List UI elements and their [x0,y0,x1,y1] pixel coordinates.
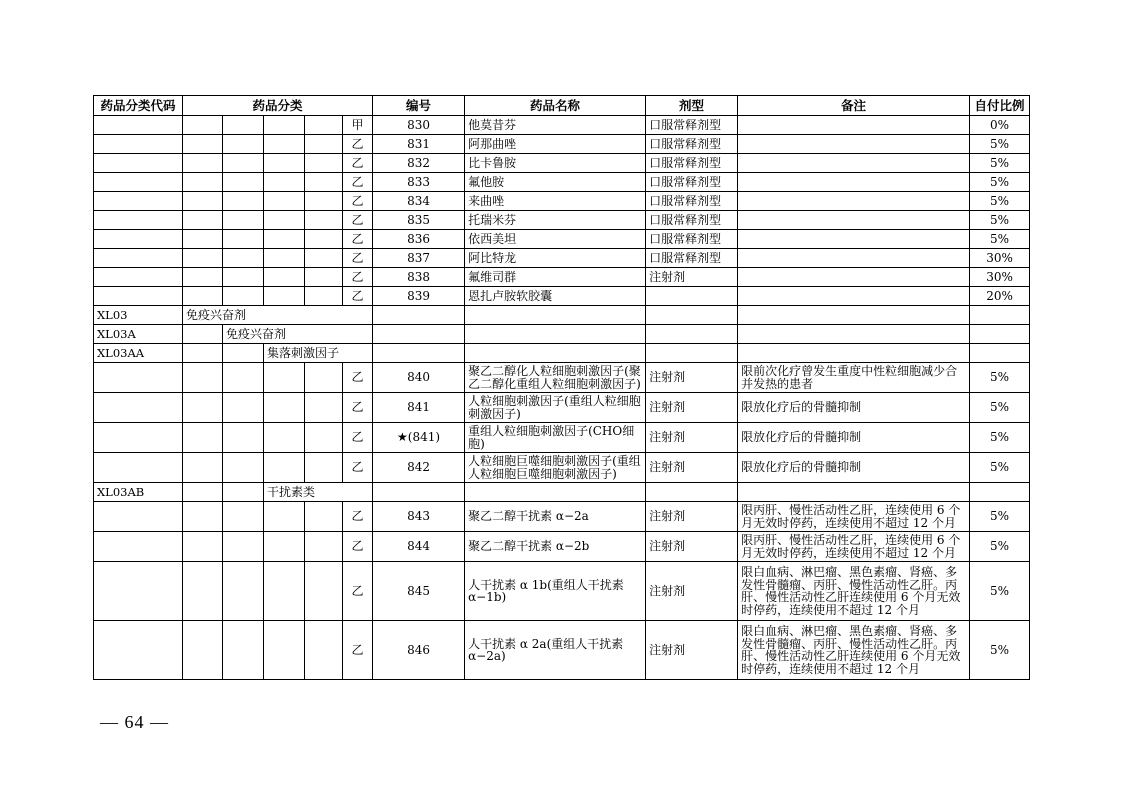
remark-cell: 限丙肝、慢性活动性乙肝，连续使用 6 个月无效时停药，连续使用不超过 12 个月 [738,532,970,562]
category-cell [264,287,305,306]
remark-cell: 限白血病、淋巴瘤、黑色素瘤、肾癌、多发性骨髓瘤、丙肝、慢性活动性乙肝。丙肝、慢性活动性乙肝连续使用 6 个月无效时停药，连续使用不超过 12 个月 [738,562,970,621]
number-cell: 843 [373,502,465,532]
category-cell [183,483,223,502]
ratio-cell: 5% [970,173,1030,192]
grade-cell: 乙 [343,621,373,680]
form-cell: 注射剂 [646,562,738,621]
number-cell: 830 [373,116,465,135]
category-cell [305,363,343,393]
category-cell [183,268,223,287]
drug-row [94,562,1030,621]
form-cell [646,344,738,363]
category-cell [223,211,264,230]
drug-name-cell [465,306,646,325]
number-cell [373,306,465,325]
drug-name-cell: 人干扰素 α 1b(重组人干扰素 α−1b) [465,562,646,621]
ratio-cell: 5% [970,211,1030,230]
grade-cell: 乙 [343,154,373,173]
ratio-cell: 5% [970,502,1030,532]
code-cell [94,173,183,192]
category-label-cell: 集落刺激因子 [264,344,373,363]
form-cell: 口服常释剂型 [646,230,738,249]
form-cell: 注射剂 [646,453,738,483]
category-code-cell: XL03AA [94,344,183,363]
category-cell [223,287,264,306]
category-cell [223,562,264,621]
drug-name-cell [465,325,646,344]
drug-row [94,423,1030,453]
remark-cell [738,268,970,287]
number-cell: 831 [373,135,465,154]
drug-row [94,621,1030,680]
category-cell [223,532,264,562]
remark-cell [738,306,970,325]
category-cell [264,116,305,135]
form-cell: 注射剂 [646,621,738,680]
form-cell: 注射剂 [646,532,738,562]
drug-name-cell: 重组人粒细胞刺激因子(CHO细胞) [465,423,646,453]
category-cell [223,502,264,532]
category-cell [183,363,223,393]
ratio-cell: 5% [970,192,1030,211]
number-cell: 840 [373,363,465,393]
remark-cell [738,483,970,502]
grade-cell: 乙 [343,393,373,423]
category-row [94,325,1030,344]
number-cell: 837 [373,249,465,268]
code-cell [94,532,183,562]
grade-cell: 乙 [343,562,373,621]
category-cell [264,135,305,154]
category-cell [305,116,343,135]
category-label-cell: 干扰素类 [264,483,373,502]
code-cell [94,192,183,211]
category-cell [305,230,343,249]
category-cell [183,287,223,306]
drug-row [94,135,1030,154]
number-cell: 842 [373,453,465,483]
form-cell: 注射剂 [646,502,738,532]
category-cell [183,393,223,423]
form-cell: 注射剂 [646,393,738,423]
table-header-row [94,96,1030,116]
grade-cell: 乙 [343,135,373,154]
category-cell [264,230,305,249]
number-cell: 844 [373,532,465,562]
number-cell [373,483,465,502]
header-code: 药品分类代码 [94,96,183,116]
ratio-cell [970,306,1030,325]
category-cell [223,621,264,680]
category-cell [305,192,343,211]
category-cell [305,393,343,423]
category-cell [183,116,223,135]
category-label-cell: 免疫兴奋剂 [183,306,373,325]
remark-cell: 限丙肝、慢性活动性乙肝，连续使用 6 个月无效时停药，连续使用不超过 12 个月 [738,502,970,532]
category-row [94,306,1030,325]
category-cell [264,363,305,393]
number-cell: 839 [373,287,465,306]
remark-cell [738,135,970,154]
category-cell [305,249,343,268]
drug-name-cell: 依西美坦 [465,230,646,249]
category-cell [264,211,305,230]
ratio-cell [970,483,1030,502]
remark-cell: 限前次化疗曾发生重度中性粒细胞减少合并发热的患者 [738,363,970,393]
ratio-cell: 5% [970,230,1030,249]
category-cell [183,135,223,154]
drug-row [94,230,1030,249]
drug-row [94,249,1030,268]
category-cell [305,621,343,680]
number-cell: 832 [373,154,465,173]
category-cell [305,562,343,621]
drug-name-cell: 聚乙二醇干扰素 α−2b [465,532,646,562]
category-cell [264,173,305,192]
form-cell [646,306,738,325]
category-cell [223,192,264,211]
remark-cell [738,287,970,306]
grade-cell: 乙 [343,423,373,453]
code-cell [94,453,183,483]
form-cell [646,325,738,344]
category-code-cell: XL03AB [94,483,183,502]
ratio-cell: 0% [970,116,1030,135]
category-cell [264,393,305,423]
category-cell [183,211,223,230]
header-ratio: 自付比例 [970,96,1030,116]
form-cell: 口服常释剂型 [646,173,738,192]
drug-name-cell: 来曲唑 [465,192,646,211]
number-cell: 845 [373,562,465,621]
category-cell [183,344,223,363]
category-code-cell: XL03A [94,325,183,344]
remark-cell: 限放化疗后的骨髓抑制 [738,393,970,423]
code-cell [94,621,183,680]
page-number: — 64 — [100,712,169,732]
drug-row [94,116,1030,135]
number-cell: 835 [373,211,465,230]
category-row [94,344,1030,363]
code-cell [94,287,183,306]
grade-cell: 乙 [343,249,373,268]
category-cell [223,268,264,287]
remark-cell: 限放化疗后的骨髓抑制 [738,423,970,453]
category-cell [264,268,305,287]
drug-name-cell: 人干扰素 α 2a(重组人干扰素 α−2a) [465,621,646,680]
form-cell: 口服常释剂型 [646,135,738,154]
grade-cell: 乙 [343,230,373,249]
ratio-cell: 5% [970,423,1030,453]
category-cell [183,562,223,621]
remark-cell [738,211,970,230]
ratio-cell: 30% [970,268,1030,287]
category-cell [264,532,305,562]
ratio-cell: 5% [970,532,1030,562]
form-cell [646,483,738,502]
number-cell [373,344,465,363]
category-cell [264,423,305,453]
remark-cell [738,344,970,363]
number-cell: ★(841) [373,423,465,453]
number-cell: 846 [373,621,465,680]
category-cell [223,154,264,173]
ratio-cell: 5% [970,453,1030,483]
category-cell [183,249,223,268]
code-cell [94,562,183,621]
drug-name-cell: 比卡鲁胺 [465,154,646,173]
category-row [94,483,1030,502]
code-cell [94,135,183,154]
number-cell: 833 [373,173,465,192]
ratio-cell: 20% [970,287,1030,306]
category-cell [183,532,223,562]
remark-cell [738,249,970,268]
category-cell [223,483,264,502]
code-cell [94,423,183,453]
category-cell [183,423,223,453]
drug-name-cell: 人粒细胞巨噬细胞刺激因子(重组人粒细胞巨噬细胞刺激因子) [465,453,646,483]
drug-name-cell: 氟维司群 [465,268,646,287]
number-cell [373,325,465,344]
form-cell: 口服常释剂型 [646,249,738,268]
category-code-cell: XL03 [94,306,183,325]
header-number: 编号 [373,96,465,116]
ratio-cell: 5% [970,562,1030,621]
number-cell: 838 [373,268,465,287]
form-cell: 口服常释剂型 [646,154,738,173]
header-remark: 备注 [738,96,970,116]
category-cell [305,502,343,532]
form-cell [646,287,738,306]
remark-cell [738,192,970,211]
grade-cell: 乙 [343,192,373,211]
category-cell [305,135,343,154]
form-cell: 口服常释剂型 [646,192,738,211]
category-cell [264,621,305,680]
category-label-cell: 免疫兴奋剂 [223,325,373,344]
grade-cell: 乙 [343,363,373,393]
ratio-cell [970,325,1030,344]
drug-row [94,532,1030,562]
drug-row [94,173,1030,192]
drug-name-cell: 聚乙二醇干扰素 α−2a [465,502,646,532]
drug-name-cell: 聚乙二醇化人粒细胞刺激因子(聚乙二醇化重组人粒细胞刺激因子) [465,363,646,393]
category-cell [264,502,305,532]
drug-name-cell [465,483,646,502]
ratio-cell: 5% [970,393,1030,423]
number-cell: 834 [373,192,465,211]
drug-catalog-table [93,95,1030,680]
drug-name-cell [465,344,646,363]
category-cell [305,453,343,483]
category-cell [305,211,343,230]
header-name: 药品名称 [465,96,646,116]
ratio-cell: 5% [970,621,1030,680]
drug-name-cell: 阿那曲唑 [465,135,646,154]
category-cell [223,135,264,154]
category-cell [183,621,223,680]
code-cell [94,211,183,230]
drug-name-cell: 托瑞米芬 [465,211,646,230]
remark-cell [738,230,970,249]
grade-cell: 乙 [343,532,373,562]
category-cell [223,363,264,393]
category-cell [223,393,264,423]
category-cell [223,173,264,192]
category-cell [223,249,264,268]
code-cell [94,502,183,532]
code-cell [94,116,183,135]
category-cell [264,154,305,173]
code-cell [94,393,183,423]
grade-cell: 乙 [343,268,373,287]
remark-cell: 限白血病、淋巴瘤、黑色素瘤、肾癌、多发性骨髓瘤、丙肝、慢性活动性乙肝。丙肝、慢性活动性乙肝连续使用 6 个月无效时停药，连续使用不超过 12 个月 [738,621,970,680]
ratio-cell: 5% [970,135,1030,154]
category-cell [183,173,223,192]
form-cell: 注射剂 [646,268,738,287]
drug-name-cell: 恩扎卢胺软胶囊 [465,287,646,306]
remark-cell [738,116,970,135]
number-cell: 841 [373,393,465,423]
category-cell [305,154,343,173]
drug-row [94,268,1030,287]
category-cell [223,423,264,453]
ratio-cell: 5% [970,363,1030,393]
category-cell [223,344,264,363]
category-cell [183,502,223,532]
drug-row [94,502,1030,532]
drug-row [94,363,1030,393]
number-cell: 836 [373,230,465,249]
form-cell: 口服常释剂型 [646,211,738,230]
grade-cell: 乙 [343,287,373,306]
drug-name-cell: 人粒细胞刺激因子(重组人粒细胞刺激因子) [465,393,646,423]
remark-cell [738,173,970,192]
drug-name-cell: 氟他胺 [465,173,646,192]
grade-cell: 乙 [343,453,373,483]
form-cell: 注射剂 [646,363,738,393]
drug-row [94,287,1030,306]
header-category: 药品分类 [183,96,373,116]
category-cell [223,453,264,483]
code-cell [94,268,183,287]
code-cell [94,154,183,173]
grade-cell: 甲 [343,116,373,135]
ratio-cell: 30% [970,249,1030,268]
category-cell [305,173,343,192]
remark-cell [738,325,970,344]
grade-cell: 乙 [343,211,373,230]
category-cell [183,230,223,249]
code-cell [94,363,183,393]
category-cell [223,230,264,249]
category-cell [183,453,223,483]
drug-row [94,154,1030,173]
code-cell [94,230,183,249]
category-cell [305,423,343,453]
ratio-cell [970,344,1030,363]
drug-row [94,192,1030,211]
category-cell [223,116,264,135]
category-cell [305,532,343,562]
remark-cell: 限放化疗后的骨髓抑制 [738,453,970,483]
grade-cell: 乙 [343,173,373,192]
ratio-cell: 5% [970,154,1030,173]
category-cell [264,192,305,211]
category-cell [183,154,223,173]
drug-name-cell: 阿比特龙 [465,249,646,268]
form-cell: 注射剂 [646,423,738,453]
category-cell [183,325,223,344]
drug-row [94,211,1030,230]
header-form: 剂型 [646,96,738,116]
grade-cell: 乙 [343,502,373,532]
drug-row [94,453,1030,483]
code-cell [94,249,183,268]
category-cell [305,287,343,306]
drug-name-cell: 他莫昔芬 [465,116,646,135]
category-cell [264,453,305,483]
category-cell [305,268,343,287]
form-cell: 口服常释剂型 [646,116,738,135]
remark-cell [738,154,970,173]
category-cell [183,192,223,211]
category-cell [264,562,305,621]
category-cell [264,249,305,268]
drug-row [94,393,1030,423]
